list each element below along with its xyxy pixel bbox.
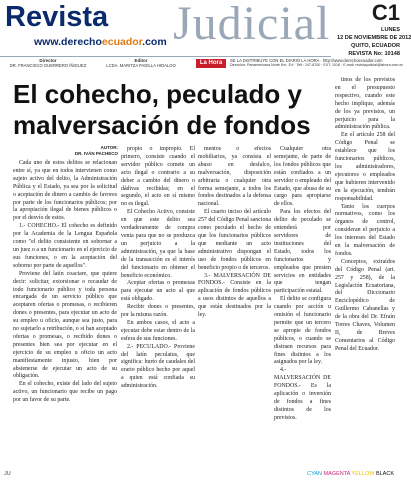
paragraph: Cada uno de estos delitos se relacionan entre sí, ya que en todos intervienen como sujeto activo del delito, la Administración Pública y el Estado, ya sea por la solicitud o aceptación de dinero a cambio de favores por parte de los funcionarios públicos; por la apropiación ilegal de bienes públicos o por el desvío de estos. xyxy=(13,160,117,222)
issue-number: REVISTA No: 10148 xyxy=(348,51,400,57)
color-black: BLACK xyxy=(375,471,394,477)
headline-line-1: El cohecho, peculado y xyxy=(13,79,302,109)
paragraph: 4.- MALVERSACIÓN DE FONDOS.- Es la aplicación o inversión de fondos a fines distintos de los previstos. xyxy=(274,367,331,421)
url-prefix: www.derecho xyxy=(34,36,102,48)
issue-date: 12 DE NOVIEMBRE DE 2012 xyxy=(337,35,411,41)
color-yellow: YELLOW xyxy=(351,471,375,477)
paragraph: Conceptos, extraídos del Código Penal (art. 257 y 258), de la Legislación Ecuatoriana, del Diccionario Enciclopédico de Guillermo Cabanellas y de la obra del Dr. Efraín Torres Chaves, Volumen II, de Breves Comentarios al Código Penal del Ecuador. xyxy=(335,258,395,352)
distribution-info xyxy=(230,58,403,68)
issue-day: LUNES xyxy=(381,27,400,33)
paragraph: mentos o efectos mobiliarios, ya consista el abuso en desfalco, malversación, disposición arbitraria o cualquier otra forma semejante, a todos los fondos destinados a la defensa nacional. xyxy=(198,146,271,208)
paragraph: Recibir dones o presentes, por la misma razón. xyxy=(121,304,195,319)
distribution-line: SE LA DISTRIBUYE CON EL DIARIO LA HORA · http://www.derechoecuador.com xyxy=(230,58,383,63)
paragraph: Cualquier otra semejante, de parte de los fondos públicos que están confiados a un servidor o empleado del Estado, que abusa de su cargo para apropiarse de ellos. xyxy=(274,146,331,208)
credit-editor xyxy=(96,58,186,68)
paragraph: propio o impropio. El primero, consiste cuando el servidor público comete un acto ilegal o contrario a su deber a cambio del dinero o dádivas recibidas; en el segundo, el acto en sí mismo no es ilegal. xyxy=(121,146,195,208)
editor-label: Editor xyxy=(134,58,148,63)
url-suffix: .com xyxy=(142,36,167,48)
paragraph: tinos de los previstos en el presupuesto respectivo, cuando este hecho implique, además de los ya previstos, un perjuicio para la administración pública. xyxy=(335,77,395,131)
masthead xyxy=(0,0,411,70)
paragraph: En ambos casos, el acto a ejecutar debe estar dentro de la esfera de sus funciones. xyxy=(121,319,195,342)
url-accent: ecuador xyxy=(101,36,143,48)
issue-city: QUITO, ECUADOR xyxy=(351,43,400,49)
article-column-2 xyxy=(121,146,195,468)
brand-url[interactable] xyxy=(34,36,167,48)
paragraph: En el cohecho, existe del lado del sujeto activo, un funcionario que recibe un pago por un favor de su parte. xyxy=(13,381,117,404)
article-headline xyxy=(13,79,323,141)
author-label: AUTOR: xyxy=(100,145,118,150)
color-magenta: MAGENTA xyxy=(323,471,351,477)
editor-name: LCDA. MARITZA PADILLA HIDALGO xyxy=(106,63,176,68)
headline-line-2: malversación de fondos xyxy=(13,110,311,140)
address-line: Dirección: Panamericana Norte Km. 3½ · Telf.: 247-8700 · EXT. 1016 · E-mail: revistajudicial@lahora.com.ec xyxy=(230,63,404,67)
section-code: C1 xyxy=(371,0,400,25)
paragraph: 3.- MALVERSACIÓN DE FONDOS.- Consiste en la aplicación de fondos públicos a usos distintos de aquellos a que están destinados por la ley. xyxy=(198,272,271,319)
masthead-brand xyxy=(5,0,331,56)
article-column-1 xyxy=(13,160,117,468)
article-column-5 xyxy=(335,77,395,468)
paragraph: Proviene del latín coactare, que quiere decir: solicitar, extorsionar o recaudar de todo funcionario público y toda persona encargada de un servicio público que aceptaren ofertas o promesas, o recibieren dones o presentes, para ejecutar un acto de su empleo u oficio, aunque sea justo, para no sujetarlo a retribución, o si han aceptado ofertas o promesas, o recibido dones o presentes bien sea por ejecutar en el ejercicio de su empleo u oficio un acto manifiestamente injusto, bien por abstenerse de ejecutar un acto de su obligación. xyxy=(13,270,117,380)
paragraph: 1.- COHECHO.- El cohecho es definido por la Academia de la Lengua Española como "el delito consistente en sobornar a un juez o a un funcionario en el ejercicio de sus funciones, o en la aceptación del soborno por parte de aquellos". xyxy=(13,223,117,269)
paragraph: Aceptar ofertas o promesas para ejecutar un acto al que está obligado. xyxy=(121,280,195,303)
byline xyxy=(54,145,118,157)
paragraph: Para los efectos del delito de peculado se entenderá por servidores de instituciones del Estado, todos los funcionarios y empleados que presten servicios en entidades que tengan participación estatal. xyxy=(274,209,331,295)
paragraph: 2.- PECULADO.- Proviene del latín peculatus, que significa: hurto de caudales del erario público hecho por aquel a quien está confiada su administración. xyxy=(121,343,195,390)
director-label: Director xyxy=(39,58,57,63)
credit-director xyxy=(8,58,88,68)
color-cyan: CYAN xyxy=(307,471,323,477)
article-column-3 xyxy=(198,146,271,468)
credits-bar xyxy=(0,56,404,70)
brand-revista: Revista xyxy=(5,1,109,33)
author-name: DR. IVÁN PACHECO xyxy=(74,151,118,156)
paragraph: El cuarto inciso del artículo 257 del Código Penal sanciona como peculado el hecho de que los funcionarios públicos que mediante un acto administrativo dispongan el uso de fondos públicos en beneficio propio o de terceros. xyxy=(198,209,271,271)
article-column-4 xyxy=(274,146,331,468)
color-registration xyxy=(307,471,394,477)
paragraph: El delito se configura cuando por acción u omisión el funcionario permite que un tercero se apropie de fondos públicos, o cuando se distraen recursos para fines distintos a los asignados por la ley. xyxy=(274,296,331,366)
paragraph: Tanto los cuerpos normativos, como los órganos de control, consideran el perjuicio a los intereses del Estado en la malversación de fondos. xyxy=(335,203,395,257)
director-name: DR. FRANCISCO GUERRERO ÍÑIGUEZ xyxy=(9,63,87,68)
paragraph: El Cohecho Activo, consiste en que este delito sea verdaderamente de compra venta para que no se produzca un perjuicio a la administración, ya que la base de la transacción es el interés del funcionario en obtener el beneficio económico. xyxy=(121,209,195,279)
page-mark: JU xyxy=(4,471,11,477)
la-hora-logo: La Hora xyxy=(196,59,226,68)
brand-judicial: Judicial xyxy=(173,0,331,50)
paragraph: En el artículo 258 del Código Penal se establece que los funcionarios públicos, los administradores, ejecutores o empleados que hubieren intervenido en la ejecución, tendrán responsabilidad. xyxy=(335,132,395,202)
